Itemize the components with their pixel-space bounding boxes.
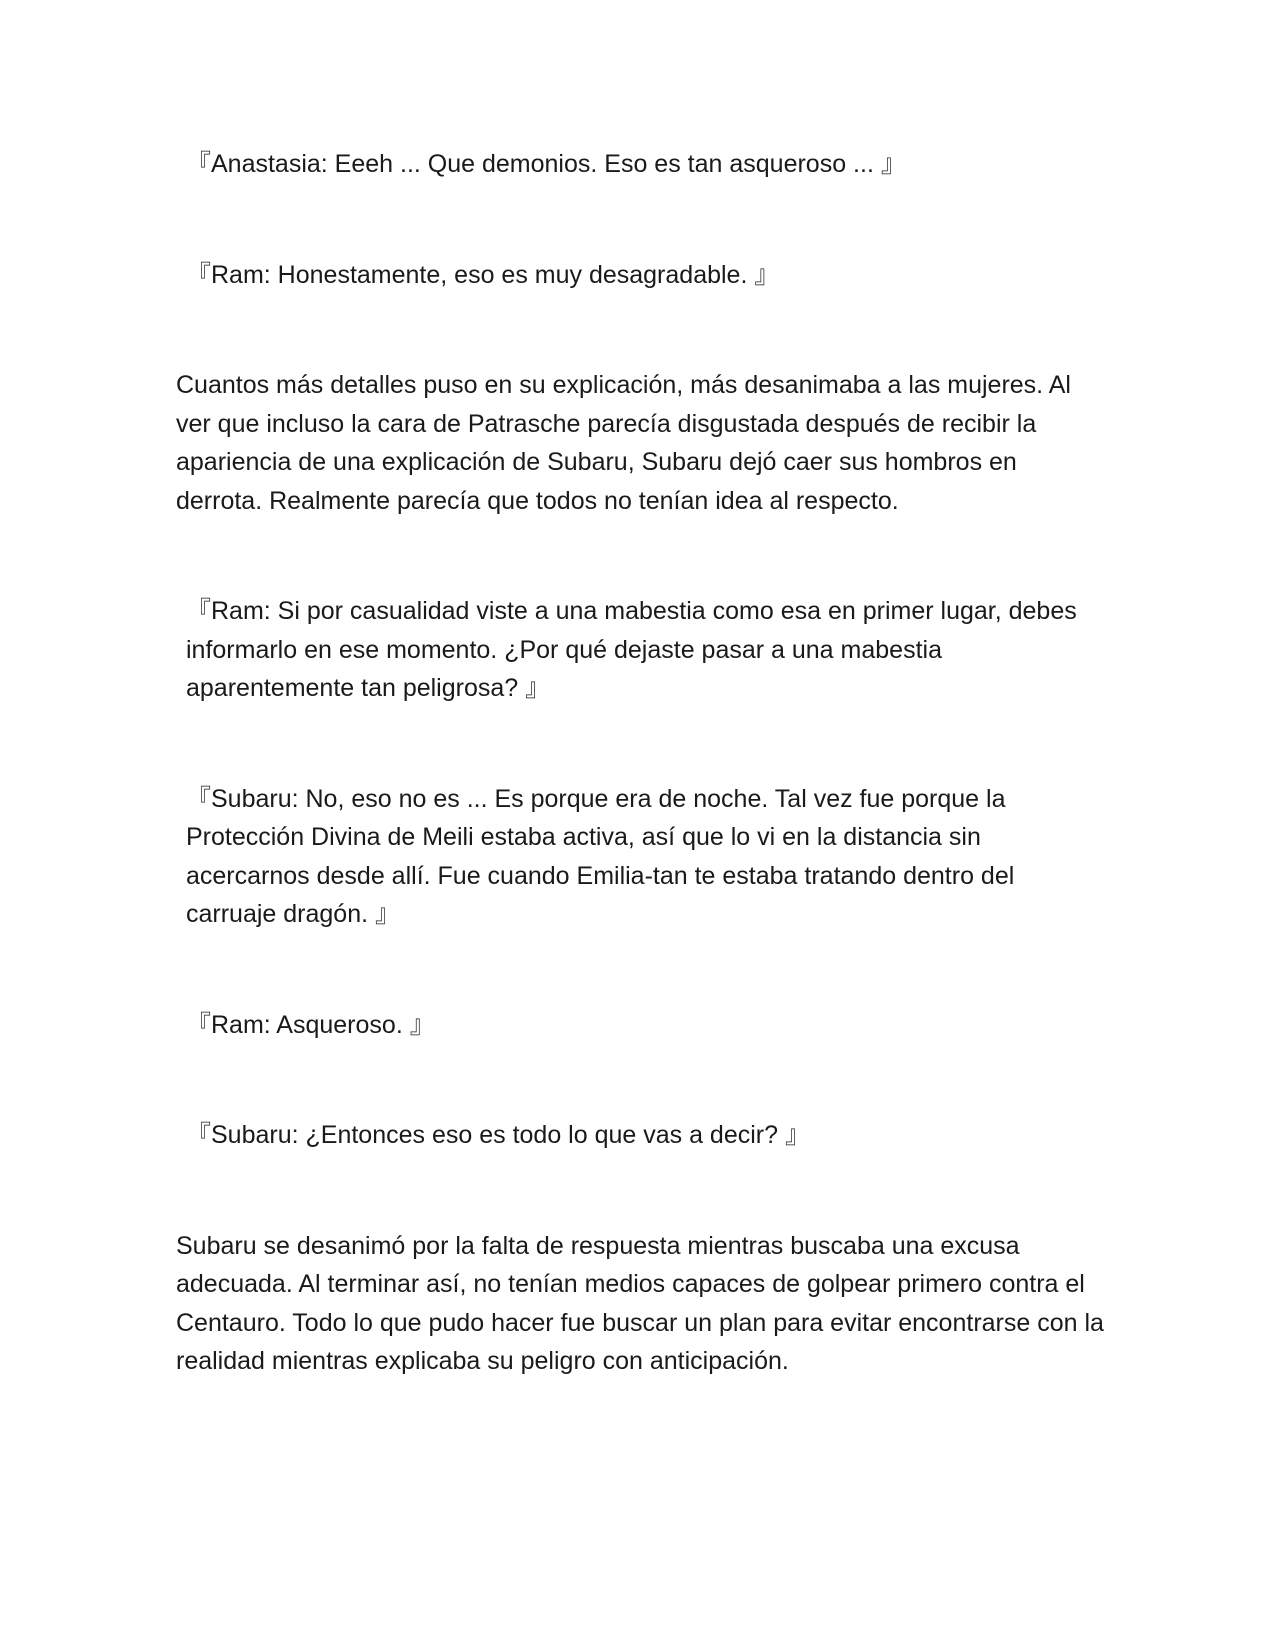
- dialogue-ram: 『Ram: Si por casualidad viste a una mabestia como esa en primer lugar, debes informarlo en ese momento. ¿Por qué dejaste pasar a una mabestia aparentemente tan peligrosa? 』: [186, 597, 1077, 702]
- dialogue-ram: 『Ram: Asqueroso. 』: [186, 1010, 435, 1039]
- narration-paragraph: Cuantos más detalles puso en su explicación, más desanimaba a las mujeres. Al ver que incluso la cara de Patrasche parecía disgustada después de recibir la apariencia de una explicación de Subaru, Subaru dejó caer sus hombros en derrota. Realmente parecía que todos no tenían idea al respecto.: [176, 371, 1071, 515]
- dialogue-anastasia: 『Anastasia: Eeeh ... Que demonios. Eso es tan asqueroso ... 』: [186, 150, 906, 178]
- dialogue-subaru: 『Subaru: No, eso no es ... Es porque era de noche. Tal vez fue porque la Protección Divina de Meili estaba activa, así que lo vi en la distancia sin acercarnos desde allí. Fue cuando Emilia-tan te estaba tratando dentro del carruaje dragón. 』: [186, 784, 1015, 928]
- narration-paragraph: Subaru se desanimó por la falta de respuesta mientras buscaba una excusa adecuada. Al terminar así, no tenían medios capaces de golpear primero contra el Centauro. Todo lo que pudo hacer fue buscar un plan para evitar encontrarse con la realidad mientras explicaba su peligro con anticipación.: [176, 1231, 1104, 1375]
- text-column: [176, 145, 1106, 1453]
- dialogue-subaru: 『Subaru: ¿Entonces eso es todo lo que vas a decir? 』: [186, 1121, 810, 1149]
- dialogue-ram: 『Ram: Honestamente, eso es muy desagradable. 』: [186, 260, 780, 289]
